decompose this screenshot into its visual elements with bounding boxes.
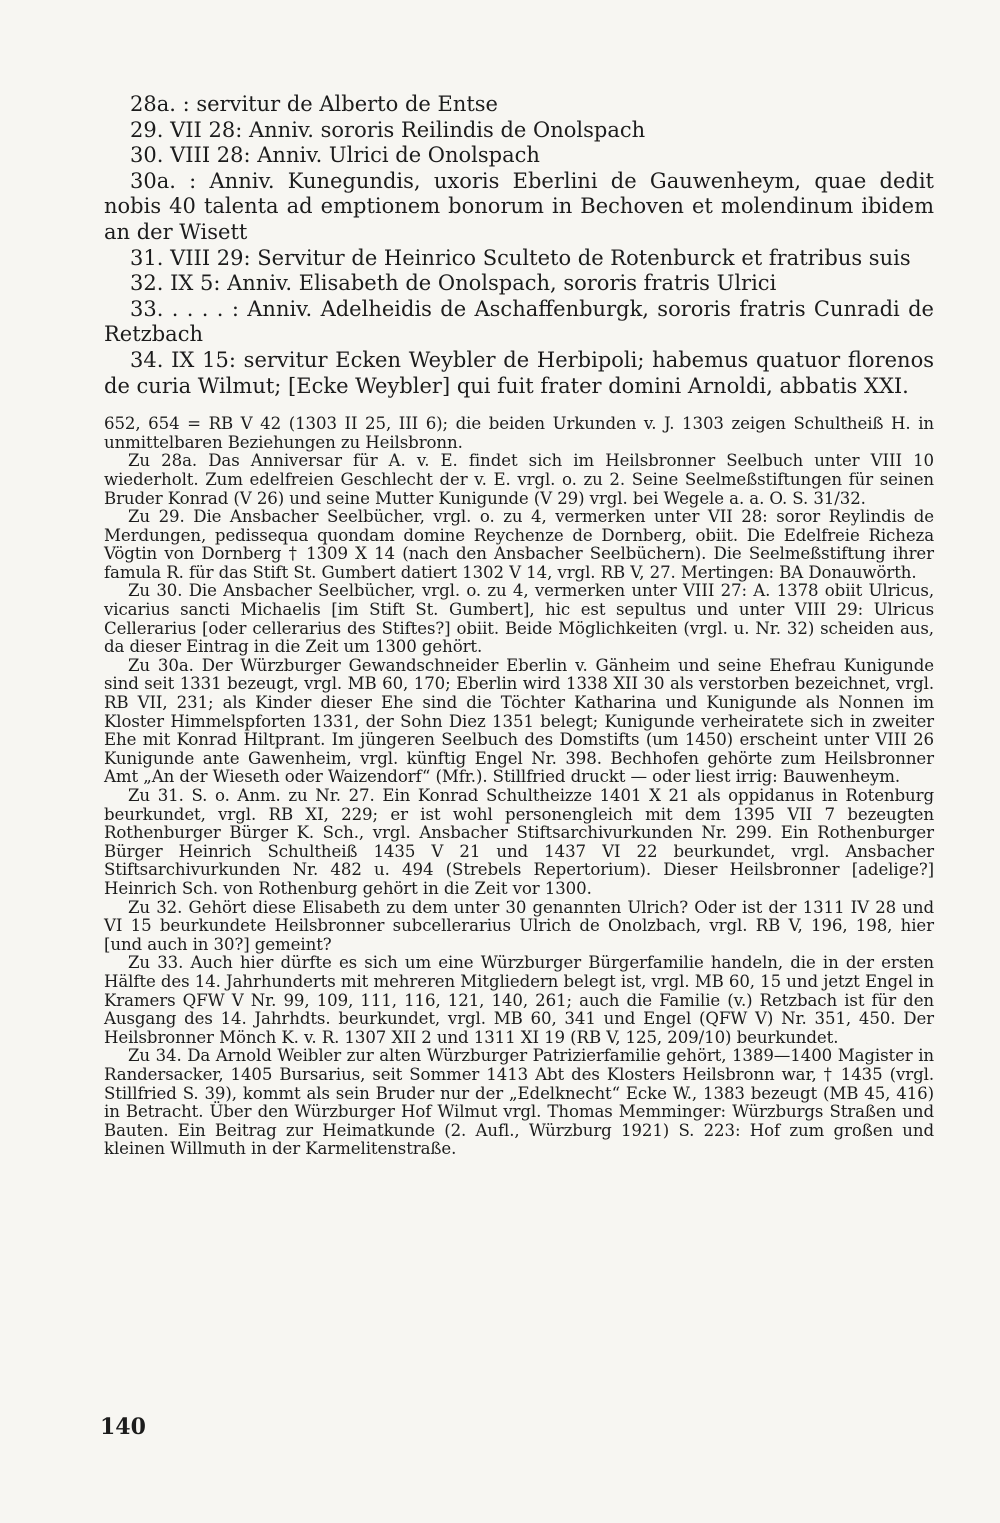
note-31: Zu 31. S. o. Anm. zu Nr. 27. Ein Konrad Schultheizze 1401 X 21 als oppidanus in Rotenburg beurkundet, vrgl. RB XI, 229; er ist wohl personengleich mit dem 1395 VII 7 bezeugten Rothenburger Bürger K. Sch., vrgl. Ansbacher Stiftsarchivurkunden Nr. 299. Ein Rothenburger Bürger Heinrich Schultheiß 1435 V 21 und 1437 VI 22 beurkundet, vrgl. Ansbacher Stiftsarchivurkunden Nr. 482 u. 494 (Strebels Repertorium). Dieser Heilsbronner [adelige?] Heinrich Sch. von Rothenburg gehört in die Zeit vor 1300.	[104, 786, 934, 898]
note-sources: 652, 654 = RB V 42 (1303 II 25, III 6); die beiden Urkunden v. J. 1303 zeigen Schultheiß H. in unmittelbaren Beziehungen zu Heilsbronn.	[104, 414, 934, 452]
note-32: Zu 32. Gehört diese Elisabeth zu dem unter 30 genannten Ulrich? Oder ist der 1311 IV 28 und VI 15 beurkundete Heilsbronner subcellerarius Ulrich de Onolzbach, vrgl. RB V, 196, 198, hier [und auch in 30?] gemeint?	[104, 897, 934, 954]
entry-32: 32. IX 5: Anniv. Elisabeth de Onolspach, sororis fratris Ulrici	[130, 271, 777, 296]
note-28a: Zu 28a. Das Anniversar für A. v. E. findet sich im Heilsbronner Seelbuch unter VIII 10 wiederholt. Zum edelfreien Geschlecht der v. E. vrgl. o. zu 2. Seine Seelmeßstiftungen für seinen Bruder Konrad (V 26) und seine Mutter Kunigunde (V 29) vrgl. bei Wegele a. a. O. S. 31/32.	[104, 451, 934, 508]
entry-30: 30. VIII 28: Anniv. Ulrici de Onolspach	[130, 143, 540, 168]
page-body	[104, 92, 934, 1159]
entry-30a: 30a. : Anniv. Kunegundis, uxoris Eberlini de Gauwenheym, quae dedit nobis 40 talenta ad emptionem bonorum in Bechoven et molendinum ibidem an der Wisett	[104, 168, 934, 244]
entry-33: 33. . . . . : Anniv. Adelheidis de Aschaffenburgk, sororis fratris Cunradi de Retzbach	[104, 296, 934, 347]
commentary-notes	[104, 415, 934, 1159]
entry-34: 34. IX 15: servitur Ecken Weybler de Herbipoli; habemus quatuor florenos de curia Wilmut; [Ecke Weybler] qui fuit frater domini Arnoldi, abbatis XXI.	[104, 347, 934, 398]
entry-31: 31. VIII 29: Servitur de Heinrico Sculteto de Rotenburck et fratribus suis	[130, 245, 911, 270]
entry-29: 29. VII 28: Anniv. sororis Reilindis de Onolspach	[130, 117, 646, 142]
note-30a: Zu 30a. Der Würzburger Gewandschneider Eberlin v. Gänheim und seine Ehefrau Kunigunde sind seit 1331 bezeugt, vrgl. MB 60, 170; Eberlin wird 1338 XII 30 als verstorben bezeichnet, vrgl. RB VII, 231; als Kinder dieser Ehe sind die Töchter Katharina und Kunigunde als Nonnen im Kloster Himmelspforten 1331, der Sohn Diez 1351 belegt; Kunigunde verheiratete sich in zweiter Ehe mit Konrad Hiltprant. Im jüngeren Seelbuch des Domstifts (um 1450) erscheint unter VIII 26 Kunigunde ante Gawenheim, vrgl. künftig Engel Nr. 398. Bechhofen gehörte zum Heilsbronner Amt „An der Wieseth oder Waizendorf“ (Mfr.). Stillfried druckt — oder liest irrig: Bauwenheym.	[104, 655, 934, 787]
note-34: Zu 34. Da Arnold Weibler zur alten Würzburger Patrizierfamilie gehört, 1389—1400 Magister in Randersacker, 1405 Bursarius, seit Sommer 1413 Abt des Klosters Heilsbronn war, † 1435 (vrgl. Stillfried S. 39), kommt als sein Bruder nur der „Edelknecht“ Ecke W., 1383 bezeugt (MB 45, 416) in Betracht. Über den Würzburger Hof Wilmut vrgl. Thomas Memminger: Würzburgs Straßen und Bauten. Ein Beitrag zur Heimatkunde (2. Aufl., Würzburg 1921) S. 223: Hof zum großen und kleinen Willmuth in der Karmelitenstraße.	[104, 1046, 934, 1159]
page-number: 140	[100, 1414, 146, 1440]
note-30: Zu 30. Die Ansbacher Seelbücher, vrgl. o. zu 4, vermerken unter VIII 27: A. 1378 obiit Ulricus, vicarius sancti Michaelis [im Stift St. Gumbert], hic est sepultus und unter VIII 29: Ulricus Cellerarius [oder cellerarius des Stiftes?] obiit. Beide Möglichkeiten (vrgl. u. Nr. 32) scheiden aus, da dieser Eintrag in die Zeit um 1300 gehört.	[104, 581, 934, 657]
note-29: Zu 29. Die Ansbacher Seelbücher, vrgl. o. zu 4, vermerken unter VII 28: soror Reylindis de Merdungen, pedissequa quondam domine Reychenze de Dornberg, obiit. Die Edelfreie Richeza Vögtin von Dornberg † 1309 X 14 (nach den Ansbacher Seelbüchern). Die Seelmeßstiftung ihrer famula R. für das Stift St. Gumbert datiert 1302 V 14, vrgl. RB V, 27. Mertingen: BA Donauwörth.	[104, 507, 934, 582]
entries-list	[104, 92, 934, 399]
entry-28a: 28a. : servitur de Alberto de Entse	[130, 92, 498, 116]
note-33: Zu 33. Auch hier dürfte es sich um eine Würzburger Bürgerfamilie handeln, die in der ersten Hälfte des 14. Jahrhunderts mit mehreren Mitgliedern belegt ist, vrgl. MB 60, 15 und jetzt Engel in Kramers QFW V Nr. 99, 109, 111, 116, 121, 140, 261; auch die Familie (v.) Retzbach ist für den Ausgang des 14. Jahrhdts. beurkundet, vrgl. MB 60, 341 und Engel (QFW V) Nr. 351, 450. Der Heilsbronner Mönch K. v. R. 1307 XII 2 und 1311 XI 19 (RB V, 125, 209/10) beurkundet.	[104, 953, 934, 1047]
